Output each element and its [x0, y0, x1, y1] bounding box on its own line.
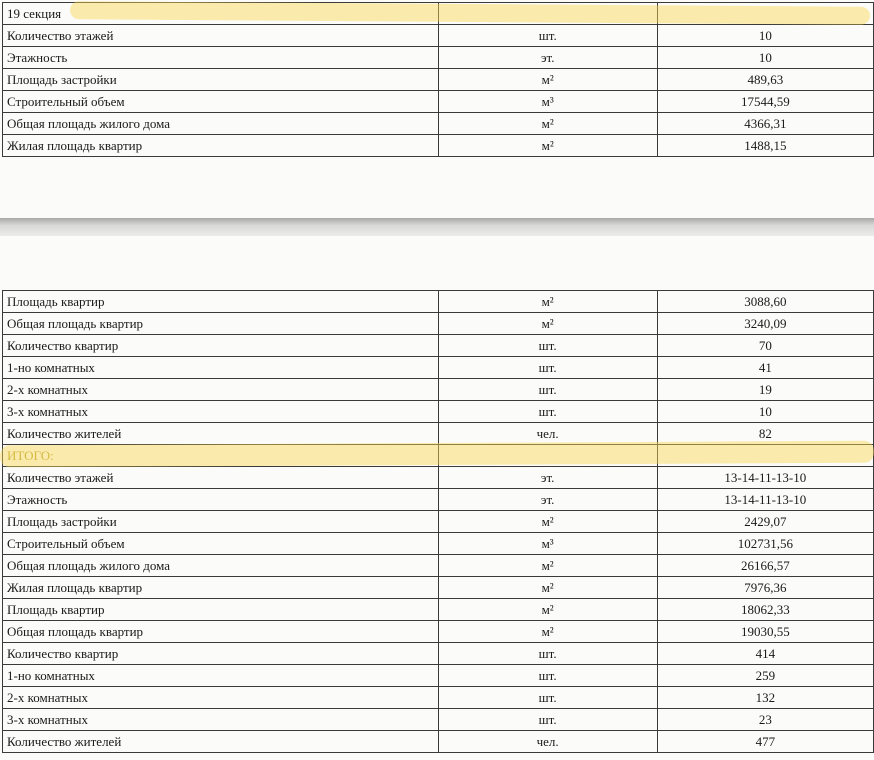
empty-cell — [657, 3, 873, 25]
row-label: Количество этажей — [3, 25, 439, 47]
table-row — [3, 687, 874, 709]
row-label: Этажность — [3, 47, 439, 69]
row-label: Количество квартир — [3, 335, 439, 357]
row-value: 23 — [657, 709, 873, 731]
row-value: 82 — [657, 423, 873, 445]
row-unit: эт. — [438, 47, 657, 69]
row-unit: м³ — [438, 533, 657, 555]
table-row — [3, 599, 874, 621]
row-value: 10 — [657, 25, 873, 47]
row-value: 477 — [657, 731, 873, 753]
row-value: 132 — [657, 687, 873, 709]
row-value: 10 — [657, 47, 873, 69]
page-fragment-bottom — [0, 236, 874, 760]
row-label: 1-но комнатных — [3, 357, 439, 379]
row-unit: шт. — [438, 709, 657, 731]
table-row — [3, 577, 874, 599]
row-unit: м³ — [438, 91, 657, 113]
row-value: 4366,31 — [657, 113, 873, 135]
row-unit: шт. — [438, 357, 657, 379]
table-row — [3, 25, 874, 47]
page-fragment-top — [0, 0, 874, 218]
row-unit: шт. — [438, 379, 657, 401]
table-row — [3, 709, 874, 731]
table-row — [3, 511, 874, 533]
row-unit: м² — [438, 113, 657, 135]
row-value: 1488,15 — [657, 135, 873, 157]
row-unit: м² — [438, 577, 657, 599]
row-label: Строительный объем — [3, 91, 439, 113]
row-label: 1-но комнатных — [3, 665, 439, 687]
row-unit: м² — [438, 621, 657, 643]
row-value: 19 — [657, 379, 873, 401]
row-label: Количество жителей — [3, 423, 439, 445]
total-title: ИТОГО: — [3, 445, 439, 467]
row-unit: м² — [438, 555, 657, 577]
row-label: Общая площадь жилого дома — [3, 555, 439, 577]
row-unit: м² — [438, 135, 657, 157]
row-value: 3240,09 — [657, 313, 873, 335]
row-unit: шт. — [438, 25, 657, 47]
row-label: Общая площадь жилого дома — [3, 113, 439, 135]
total-title-row — [3, 445, 874, 467]
section-title: 19 секция — [3, 3, 439, 25]
table-row — [3, 379, 874, 401]
row-value: 414 — [657, 643, 873, 665]
row-value: 18062,33 — [657, 599, 873, 621]
table-row — [3, 665, 874, 687]
row-label: Жилая площадь квартир — [3, 135, 439, 157]
row-unit: эт. — [438, 467, 657, 489]
section-title-row — [3, 3, 874, 25]
table-row — [3, 401, 874, 423]
table-row — [3, 291, 874, 313]
row-label: Площадь застройки — [3, 69, 439, 91]
table-row — [3, 423, 874, 445]
row-label: 2-х комнатных — [3, 379, 439, 401]
row-unit: м² — [438, 291, 657, 313]
table-row — [3, 335, 874, 357]
row-label: Общая площадь квартир — [3, 313, 439, 335]
table-row — [3, 69, 874, 91]
row-label: 3-х комнатных — [3, 401, 439, 423]
table-row — [3, 357, 874, 379]
row-value: 13-14-11-13-10 — [657, 489, 873, 511]
table-row — [3, 731, 874, 753]
row-value: 259 — [657, 665, 873, 687]
table-row — [3, 489, 874, 511]
row-value: 7976,36 — [657, 577, 873, 599]
row-unit: м² — [438, 313, 657, 335]
empty-cell — [657, 445, 873, 467]
row-value: 3088,60 — [657, 291, 873, 313]
row-label: Строительный объем — [3, 533, 439, 555]
section-19-table — [2, 2, 874, 157]
empty-cell — [438, 445, 657, 467]
row-value: 489,63 — [657, 69, 873, 91]
row-unit: м² — [438, 69, 657, 91]
row-label: Этажность — [3, 489, 439, 511]
row-label: Количество квартир — [3, 643, 439, 665]
row-value: 70 — [657, 335, 873, 357]
row-value: 19030,55 — [657, 621, 873, 643]
row-value: 41 — [657, 357, 873, 379]
page-break-shadow — [0, 218, 874, 236]
table-row — [3, 555, 874, 577]
row-value: 10 — [657, 401, 873, 423]
row-unit: шт. — [438, 665, 657, 687]
row-label: 2-х комнатных — [3, 687, 439, 709]
row-unit: шт. — [438, 335, 657, 357]
row-unit: м² — [438, 511, 657, 533]
row-unit: чел. — [438, 731, 657, 753]
table-row — [3, 113, 874, 135]
row-label: Количество жителей — [3, 731, 439, 753]
row-value: 13-14-11-13-10 — [657, 467, 873, 489]
row-unit: шт. — [438, 643, 657, 665]
row-label: Количество этажей — [3, 467, 439, 489]
row-unit: шт. — [438, 687, 657, 709]
row-label: Общая площадь квартир — [3, 621, 439, 643]
row-unit: шт. — [438, 401, 657, 423]
row-label: Площадь квартир — [3, 599, 439, 621]
table-row — [3, 91, 874, 113]
summary-table — [2, 290, 874, 753]
table-row — [3, 47, 874, 69]
table-row — [3, 533, 874, 555]
row-unit: эт. — [438, 489, 657, 511]
table-row — [3, 313, 874, 335]
table-row — [3, 643, 874, 665]
row-value: 17544,59 — [657, 91, 873, 113]
table-row — [3, 621, 874, 643]
row-value: 26166,57 — [657, 555, 873, 577]
row-value: 2429,07 — [657, 511, 873, 533]
row-label: Площадь застройки — [3, 511, 439, 533]
table-row — [3, 467, 874, 489]
row-unit: м² — [438, 599, 657, 621]
row-label: Жилая площадь квартир — [3, 577, 439, 599]
table-row — [3, 135, 874, 157]
row-unit: чел. — [438, 423, 657, 445]
row-label: Площадь квартир — [3, 291, 439, 313]
row-label: 3-х комнатных — [3, 709, 439, 731]
empty-cell — [438, 3, 657, 25]
row-value: 102731,56 — [657, 533, 873, 555]
